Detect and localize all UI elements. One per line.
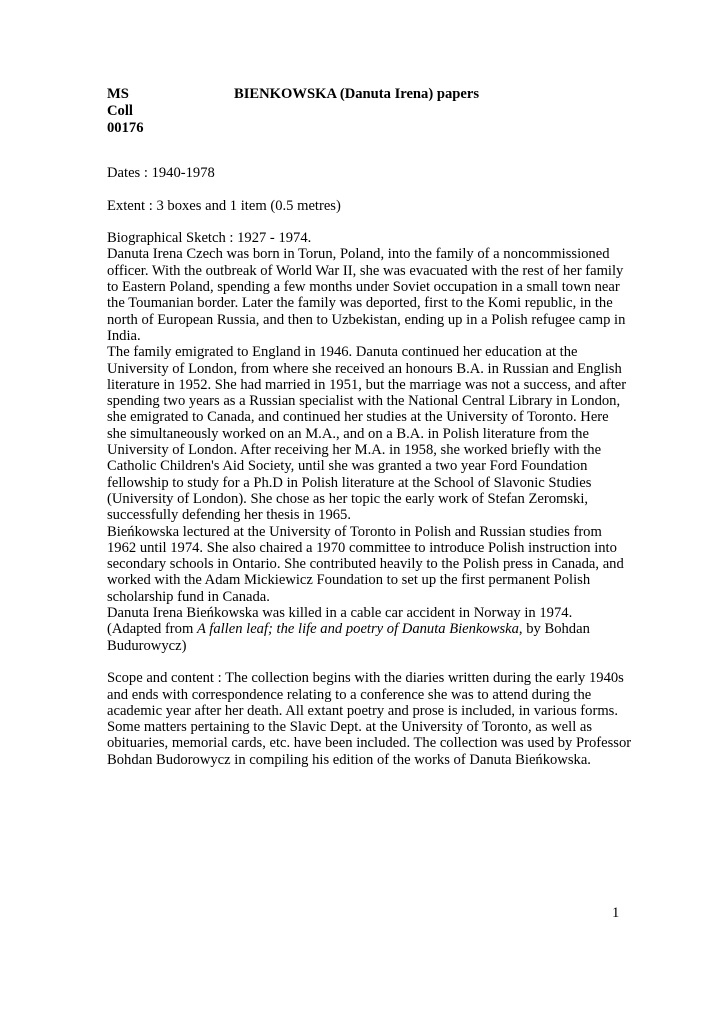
bio-line: officer. With the outbreak of World War II, she was evacuated with the rest of her family [107, 262, 624, 279]
bio-line: Catholic Children's Aid Society, until she was granted a two year Ford Foundation [107, 458, 588, 475]
bio-line: fellowship to study for a Ph.D in Polish literature at the School of Slavonic Studies [107, 474, 592, 491]
bio-line: Danuta Irena Czech was born in Torun, Poland, into the family of a noncommissioned [107, 246, 610, 263]
bio-line: India. [107, 327, 141, 344]
adapted-suffix: , by Bohdan [518, 621, 590, 638]
document-body [107, 165, 632, 768]
scope-and-content [107, 670, 632, 768]
bio-line: literature in 1952. She had married in 1951, but the marriage was not a success, and after [107, 376, 627, 393]
adapted-from-line [107, 621, 632, 637]
bio-line: (University of London). She chose as her topic the early work of Stefan Zeromski, [107, 490, 589, 507]
bio-line: 1962 until 1974. She also chaired a 1970 committee to introduce Polish instruction into [107, 539, 617, 556]
bio-line: north of European Russia, and then to Uzbekistan, ending up in a Polish refugee camp in [107, 311, 626, 328]
bio-line: she simultaneously worked on an M.A., and on a B.A. in Polish literature from the [107, 425, 589, 442]
scope-line: academic year after her death. All extant poetry and prose is included, in various forms. [107, 702, 619, 719]
bio-line: University of London, from where she received an honours B.A. in Russian and English [107, 360, 622, 377]
scope-line: obituaries, memorial cards, etc. have been included. The collection was used by Professor [107, 735, 632, 752]
book-title: A fallen leaf; the life and poetry of Danuta Bienkowska [196, 621, 519, 638]
bio-line: to Eastern Poland, spending a few months under Soviet occupation in a small town near [107, 279, 620, 296]
collection-id: MS Coll 00176 [107, 86, 144, 136]
bio-line: University of London. After receiving her M.A. in 1958, she worked briefly with the [107, 442, 602, 459]
bio-line: Bieńkowska lectured at the University of Toronto in Polish and Russian studies from [107, 523, 602, 540]
scope-line: Scope and content : The collection begins with the diaries written during the early 1940s [107, 670, 624, 687]
bio-line: secondary schools in Ontario. She contributed heavily to the Polish press in Canada, and [107, 556, 624, 573]
page-number: 1 [612, 905, 620, 921]
adapted-prefix: (Adapted from [107, 621, 197, 638]
scope-line: and ends with correspondence relating to a conference she was to attend during the [107, 686, 592, 703]
bio-line: successfully defending her thesis in 1965. [107, 507, 351, 524]
bio-line: The family emigrated to England in 1946. Danuta continued her education at the [107, 344, 578, 361]
dates-line: Dates : 1940-1978 [107, 165, 215, 181]
adapted-author-line: Budurowycz) [107, 637, 187, 654]
bio-line: scholarship fund in Canada. [107, 588, 270, 605]
bio-line: spending two years as a Russian specialist with the National Central Library in London, [107, 393, 621, 410]
extent-line: Extent : 3 boxes and 1 item (0.5 metres) [107, 197, 341, 214]
biographical-sketch [107, 230, 632, 654]
bio-line: she emigrated to Canada, and continued her studies at the University of Toronto. Here [107, 409, 609, 426]
bio-line: worked with the Adam Mickiewicz Foundation to set up the first permanent Polish [107, 572, 591, 589]
bio-line: the Toumanian border. Later the family was deported, first to the Komi republic, in the [107, 295, 613, 312]
bio-line: Danuta Irena Bieńkowska was killed in a cable car accident in Norway in 1974. [107, 605, 573, 622]
scope-line: Bohdan Budorowycz in compiling his edition of the works of Danuta Bieńkowska. [107, 751, 591, 768]
bio-line: Biographical Sketch : 1927 - 1974. [107, 230, 312, 247]
scope-line: Some matters pertaining to the Slavic Dept. at the University of Toronto, as well as [107, 719, 593, 736]
collection-title: BIENKOWSKA (Danuta Irena) papers [234, 86, 480, 102]
